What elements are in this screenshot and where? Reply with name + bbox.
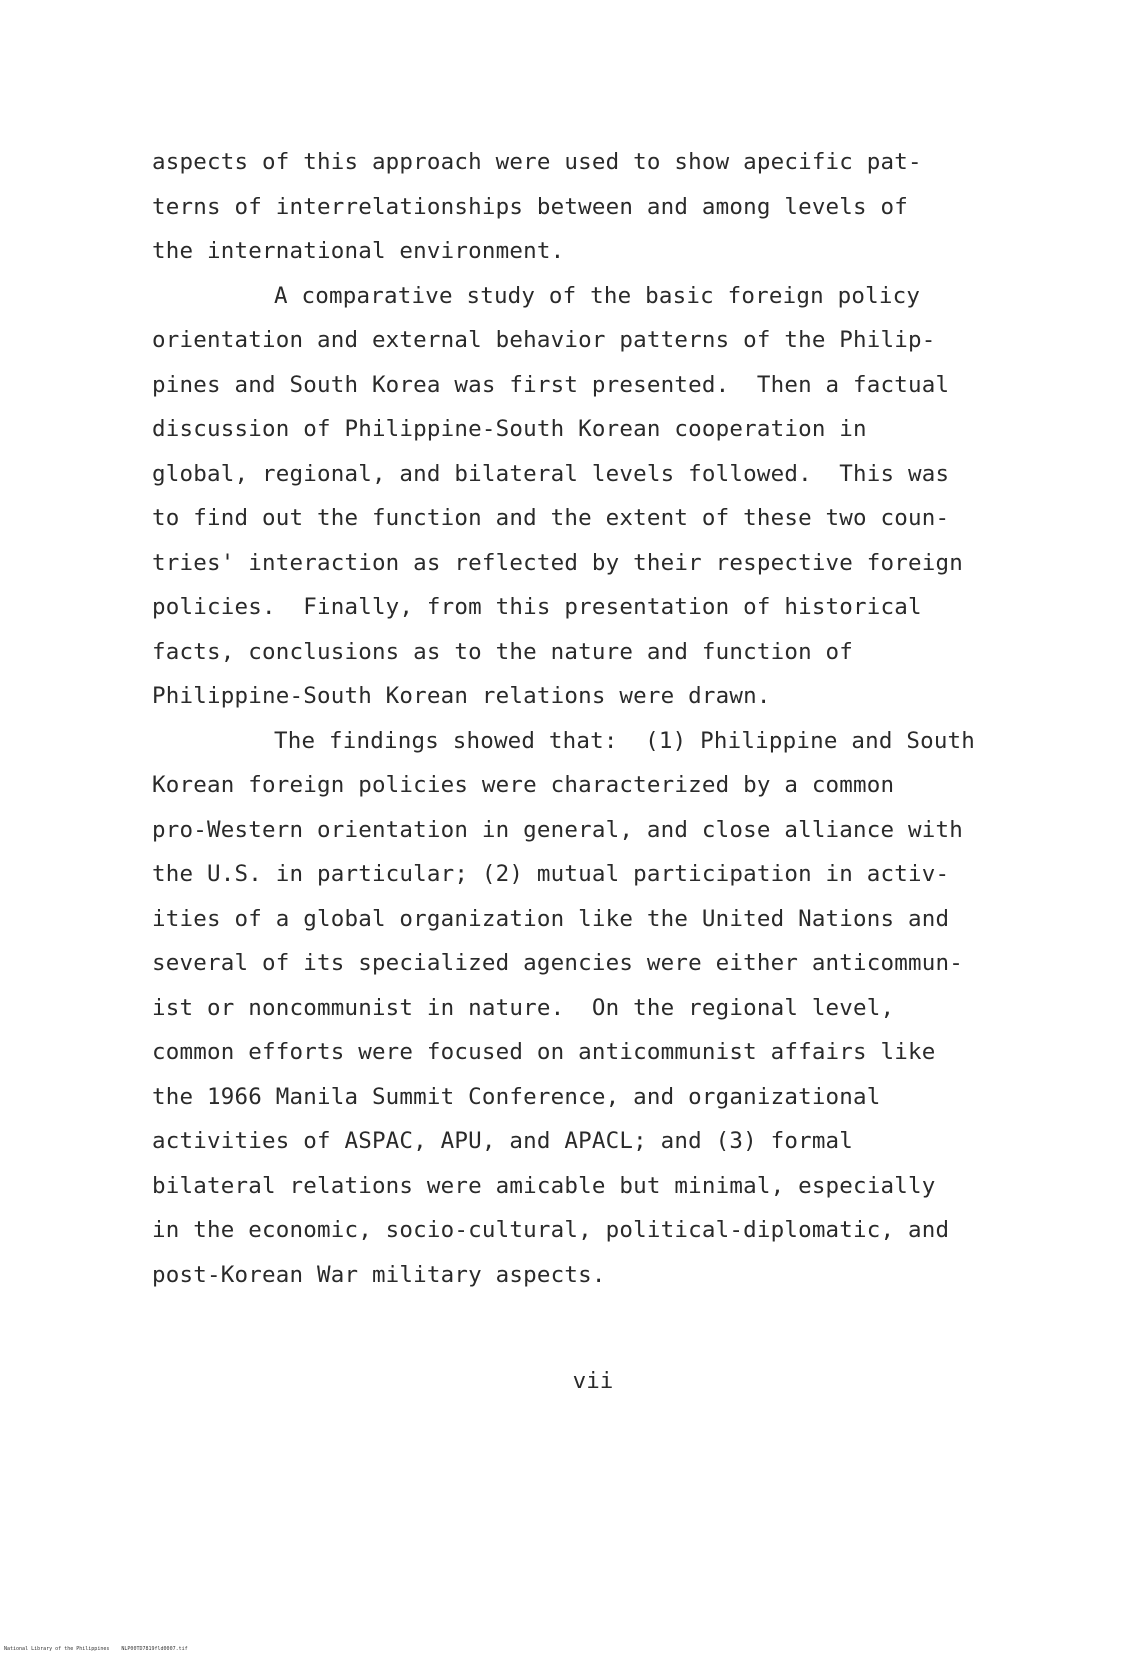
text-line: facts, conclusions as to the nature and function of [152, 638, 854, 665]
text-line: in the economic, socio-cultural, political-diplomatic, and [152, 1217, 950, 1243]
text-line: post-Korean War military aspects. [152, 1261, 606, 1288]
text-line: terns of interrelationships between and among levels of [152, 193, 909, 220]
text-line: common efforts were focused on anticommunist affairs like [152, 1039, 936, 1065]
text-line: global, regional, and bilateral levels followed. This was [152, 460, 950, 487]
text-line: orientation and external behavior patterns of the Philip- [152, 327, 936, 353]
text-line: ist or noncommunist in nature. On the regional level, [152, 994, 895, 1021]
text-line: Korean foreign policies were characterized by a common [152, 772, 895, 798]
text-line: pro-Western orientation in general, and close alliance with [152, 816, 964, 843]
text-line: several of its specialized agencies were either anticommun- [152, 950, 964, 976]
text-line: tries' interaction as reflected by their respective foreign [152, 549, 964, 576]
footer-library: National Library of the Philippines [4, 1646, 110, 1652]
footer-file: NLP00TD7819fld0007.tif [121, 1646, 188, 1652]
text-line: activities of ASPAC, APU, and APACL; and (3) formal [152, 1128, 854, 1154]
text-line: the 1966 Manila Summit Conference, and organizational [152, 1083, 881, 1110]
text-line: bilateral relations were amicable but minimal, especially [152, 1172, 936, 1199]
text-line: the international environment. [152, 238, 565, 264]
text-line: the U.S. in particular; (2) mutual participation in activ- [152, 861, 950, 887]
footer [4, 1646, 188, 1652]
text-line: aspects of this approach were used to show apecific pat- [152, 149, 922, 175]
text-line: to find out the function and the extent of these two coun- [152, 505, 950, 531]
text-line: A comparative study of the basic foreign policy [274, 282, 921, 309]
body-text [152, 140, 1072, 1297]
page-number: vii [572, 1368, 614, 1394]
text-line: The findings showed that: (1) Philippine and South [274, 727, 976, 754]
text-line: pines and South Korea was first presented. Then a factual [152, 371, 950, 398]
text-line: policies. Finally, from this presentation of historical [152, 594, 922, 620]
text-line: Philippine-South Korean relations were drawn. [152, 683, 771, 709]
text-line: ities of a global organization like the United Nations and [152, 905, 950, 932]
text-line: discussion of Philippine-South Korean cooperation in [152, 416, 867, 442]
